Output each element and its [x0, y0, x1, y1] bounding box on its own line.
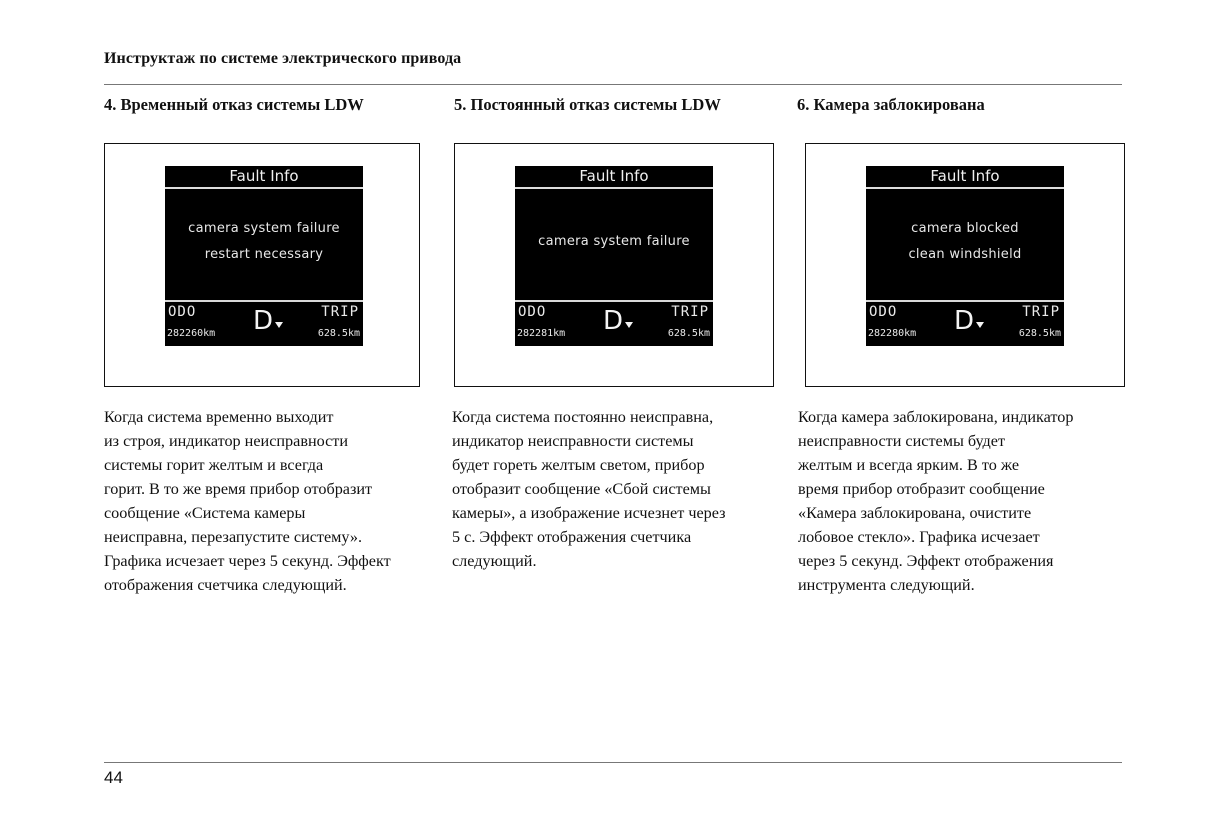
gear-indicator: D [253, 306, 274, 336]
message-line: camera system failure [538, 234, 690, 249]
description-line: из строя, индикатор неисправности [104, 432, 349, 450]
trip-label: TRIP [1022, 304, 1060, 320]
display-title: Fault Info [866, 166, 1064, 189]
gear-indicator: D [954, 306, 975, 336]
description-line: неисправна, перезапустите систему». [104, 528, 363, 546]
display-message [870, 190, 1060, 294]
description-line: следующий. [452, 552, 537, 570]
gear-down-arrow-icon [275, 322, 283, 328]
section-camera-blocked [797, 95, 1061, 339]
display-message [519, 190, 709, 294]
description-line: отображения счетчика следующий. [104, 576, 347, 594]
odo-label: ODO [518, 304, 547, 320]
description-line: Когда система временно выходит [104, 408, 334, 426]
description-line: камеры», а изображение исчезнет через [452, 504, 726, 522]
section-temporary-failure [104, 95, 364, 339]
description-line: «Камера заблокирована, очистите [798, 504, 1032, 522]
odo-value: 282260km [167, 328, 216, 339]
display-message [169, 190, 359, 294]
description-line: индикатор неисправности системы [452, 432, 694, 450]
section-heading: 4. Временный отказ системы LDW [104, 95, 364, 114]
trip-value: 628.5km [667, 328, 710, 339]
description-line: отобразит сообщение «Сбой системы [452, 480, 711, 498]
odo-label: ODO [869, 304, 898, 320]
description-line: лобовое стекло». Графика исчезает [798, 528, 1040, 546]
description-line: желтым и всегда ярким. В то же [798, 456, 1020, 474]
gear-indicator: D [603, 306, 624, 336]
display-title: Fault Info [515, 166, 713, 189]
display-divider [866, 300, 1064, 302]
section-heading: 5. Постоянный отказ системы LDW [454, 95, 721, 114]
header-rule [104, 84, 1122, 85]
section-description [104, 405, 440, 597]
description-line: Когда система постоянно неисправна, [452, 408, 714, 426]
section-description [452, 405, 788, 573]
section-description [798, 405, 1128, 597]
section-permanent-failure [454, 95, 721, 339]
display-frame [454, 143, 774, 387]
description-line: инструмента следующий. [798, 576, 975, 594]
trip-value: 628.5km [1018, 328, 1061, 339]
description-line: Графика исчезает через 5 секунд. Эффект [104, 552, 391, 570]
display-divider [165, 300, 363, 302]
odo-value: 282280km [868, 328, 917, 339]
display-divider [515, 300, 713, 302]
message-line: camera blocked [911, 221, 1019, 236]
description-line: неисправности системы будет [798, 432, 1006, 450]
display-frame [805, 143, 1125, 387]
message-line: camera system failure [188, 221, 340, 236]
display-title: Fault Info [165, 166, 363, 189]
description-line: сообщение «Система камеры [104, 504, 306, 522]
odo-label: ODO [168, 304, 197, 320]
gear-down-arrow-icon [976, 322, 984, 328]
gear-down-arrow-icon [625, 322, 633, 328]
page-header-title: Инструктаж по системе электрического привода [104, 50, 462, 67]
footer-rule [104, 762, 1122, 763]
description-line: горит. В то же время прибор отобразит [104, 480, 373, 498]
section-heading: 6. Камера заблокирована [797, 95, 985, 114]
description-line: системы горит желтым и всегда [104, 456, 324, 474]
message-line: clean windshield [908, 247, 1022, 262]
display-frame [104, 143, 420, 387]
odo-value: 282281km [517, 328, 566, 339]
cluster-display [866, 166, 1064, 346]
description-line: будет гореть желтым светом, прибор [452, 456, 705, 474]
trip-value: 628.5km [317, 328, 360, 339]
description-line: время прибор отобразит сообщение [798, 480, 1045, 498]
description-line: 5 с. Эффект отображения счетчика [452, 528, 692, 546]
page-number: 44 [104, 768, 123, 787]
trip-label: TRIP [321, 304, 359, 320]
cluster-display [515, 166, 713, 346]
description-line: Когда камера заблокирована, индикатор [798, 408, 1074, 426]
message-line: restart necessary [204, 247, 324, 262]
trip-label: TRIP [671, 304, 709, 320]
description-line: через 5 секунд. Эффект отображения [798, 552, 1054, 570]
cluster-display [165, 166, 363, 346]
